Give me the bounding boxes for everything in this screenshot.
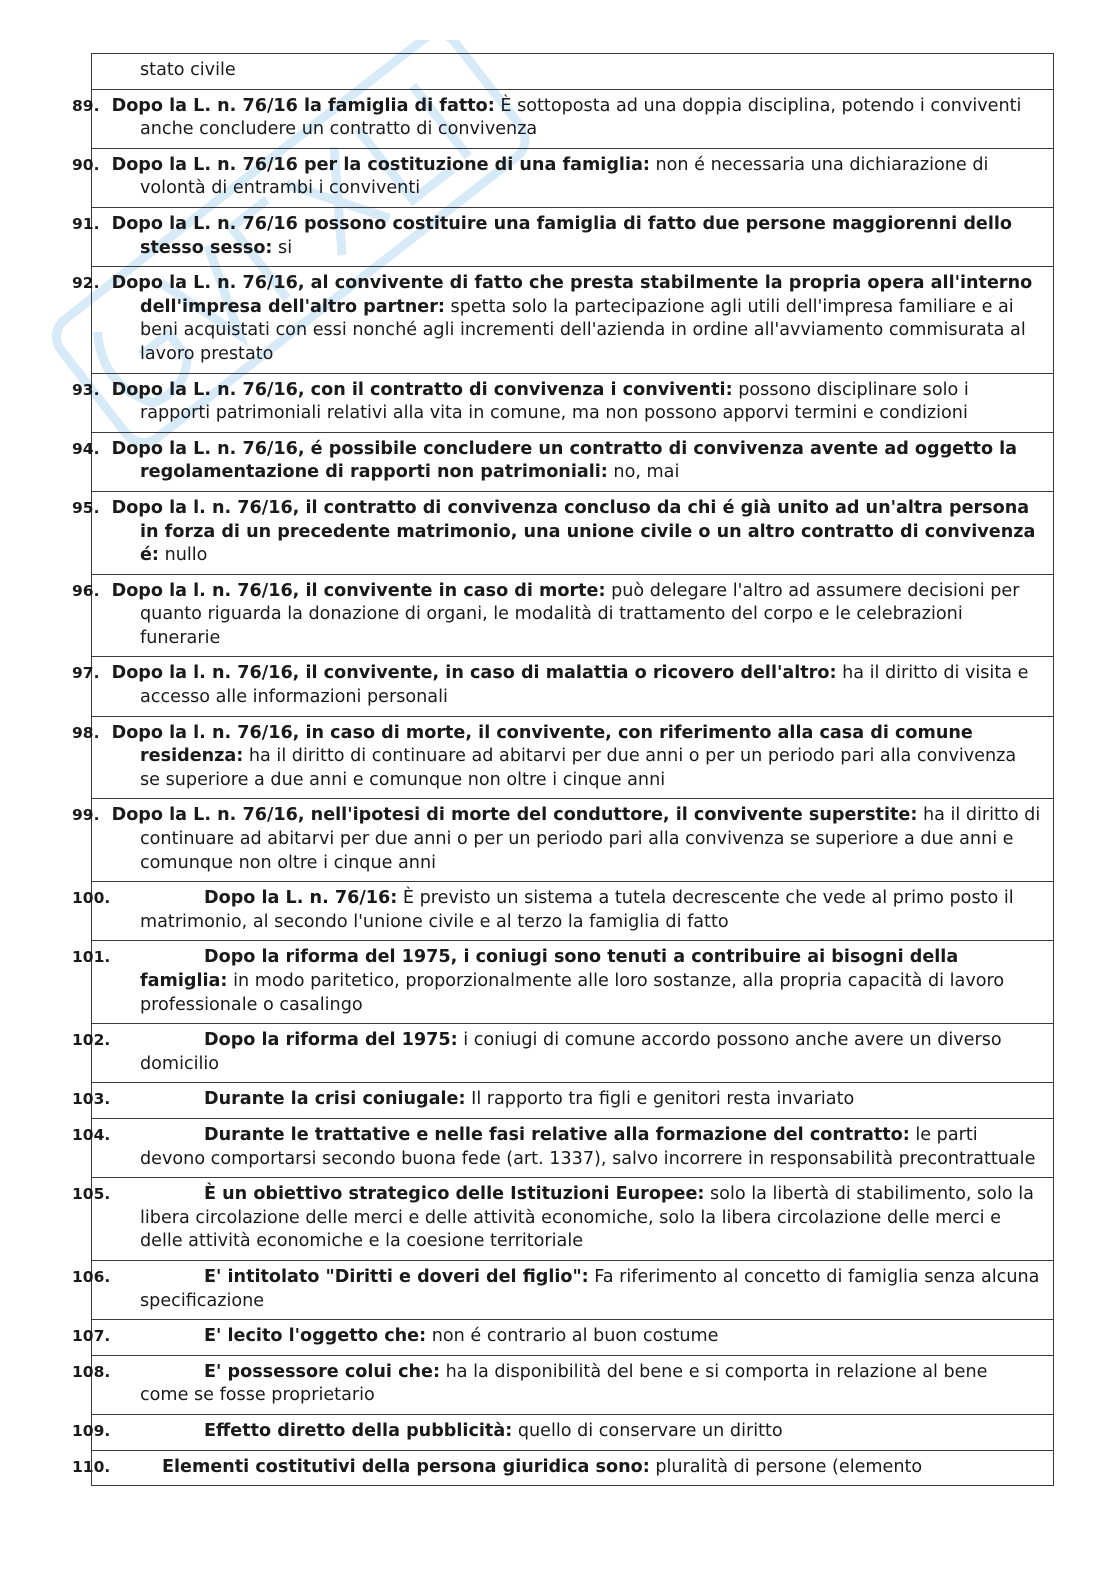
table-cell <box>72 882 1054 941</box>
row-number: 106. <box>72 1267 111 1286</box>
row-answer: no, mai <box>613 462 680 483</box>
table-row <box>92 1320 1054 1356</box>
table-cell <box>72 1355 1054 1414</box>
row-answer: È previsto un sistema a tutela decrescente che vede al primo posto il matrimonio, al secondo l'unione civile e al terzo la famiglia di fatto <box>140 888 1014 932</box>
table-row <box>92 432 1054 491</box>
table-row <box>92 1450 1054 1486</box>
row-answer: ha la disponibilità del bene e si comporta in relazione al bene come se fosse proprietario <box>140 1361 988 1406</box>
table-row <box>92 267 1054 373</box>
table-cell <box>72 1260 1054 1319</box>
row-answer: possono disciplinare solo i rapporti patrimoniali relativi alla vita in comune, ma non possono apporvi termini e condizioni <box>140 379 969 424</box>
row-body <box>72 887 1041 934</box>
row-answer: quello di conservare un diritto <box>517 1420 783 1441</box>
table-row <box>92 1083 1054 1119</box>
table-cell <box>72 1024 1054 1083</box>
table-cell <box>72 207 1054 266</box>
table-row <box>92 373 1054 432</box>
continuation-row <box>92 54 1054 90</box>
row-body: 99. Dopo la L. n. 76/16, nell'ipotesi di morte del conduttore, il convivente superstite: ha il diritto di continuare ad abitarvi per due anni o per un periodo pari alla convivenza se superiore a due anni e comunque non oltre i cinque anni <box>72 805 1041 873</box>
row-question: Dopo la L. n. 76/16 la famiglia di fatto: <box>111 95 495 116</box>
row-answer: ha il diritto di visita e accesso alle informazioni personali <box>140 663 1029 708</box>
row-question: Dopo la L. n. 76/16: <box>204 888 398 909</box>
table-cell <box>72 1178 1054 1261</box>
table-row <box>92 1355 1054 1414</box>
row-body <box>72 1088 1041 1112</box>
table-cell <box>72 574 1054 657</box>
row-answer: Il rapporto tra figli e genitori resta invariato <box>471 1089 855 1110</box>
row-question: Dopo la L. n. 76/16, al convivente di fatto che presta stabilmente la propria opera all'interno dell'impresa dell'altro partner: <box>111 273 1033 317</box>
row-question: E' intitolato "Diritti e doveri del figlio": <box>204 1266 589 1287</box>
table-row <box>92 1024 1054 1083</box>
row-body: 90. Dopo la L. n. 76/16 per la costituzione di una famiglia: non é necessaria una dichiarazione di volontà di entrambi i conviventi <box>72 154 989 199</box>
row-answer: i coniugi di comune accordo possono anche avere un diverso domicilio <box>140 1030 1002 1074</box>
row-answer: È sottoposta ad una doppia disciplina, potendo i conviventi anche concludere un contratto di convivenza <box>140 95 1022 140</box>
row-number: 107. <box>72 1327 111 1346</box>
row-answer: le parti devono comportarsi secondo buona fede (art. 1337), salvo incorrere in responsabilità precontrattuale <box>140 1124 1036 1169</box>
row-question: Dopo la l. n. 76/16, il convivente in caso di morte: <box>111 580 606 601</box>
table-row <box>92 1178 1054 1261</box>
row-answer: si <box>278 237 293 258</box>
continuation-text: stato civile <box>140 60 236 80</box>
table-row <box>92 941 1054 1024</box>
row-number: 110. <box>72 1457 111 1476</box>
row-body: 97. Dopo la l. n. 76/16, il convivente, in caso di malattia o ricovero dell'altro: ha il diritto di visita e accesso alle informazioni personali <box>72 663 1029 708</box>
table-cell <box>72 941 1054 1024</box>
row-answer: può delegare l'altro ad assumere decisioni per quanto riguarda la donazione di organi, le modalità di trattamento del corpo e le celebrazioni funerarie <box>140 580 1020 648</box>
qa-table <box>72 53 1054 1486</box>
table-row <box>92 799 1054 882</box>
row-question: Dopo la L. n. 76/16, con il contratto di convivenza i conviventi: <box>111 379 733 400</box>
row-body <box>72 1183 1041 1254</box>
row-answer: non é contrario al buon costume <box>431 1326 719 1347</box>
table-cell <box>72 799 1054 882</box>
row-body <box>72 946 1041 1017</box>
row-question: Durante le trattative e nelle fasi relative alla formazione del contratto: <box>204 1124 910 1145</box>
row-body: 92. Dopo la L. n. 76/16, al convivente di fatto che presta stabilmente la propria opera all'interno dell'impresa dell'altro partner: spetta solo la partecipazione agli utili dell'impresa familiare e ai beni acquistati con essi nonché agli incrementi dell'azienda in ordine all'avviamento commisurata al lavoro prestato <box>72 273 1033 364</box>
row-question: Dopo la l. n. 76/16, il contratto di convivenza concluso da chi é già unito ad un'altra persona in forza di un precedente matrimonio, una unione civile o un altro contratto di convivenza é: <box>111 497 1036 566</box>
table-row <box>92 1260 1054 1319</box>
row-number: 109. <box>72 1421 111 1440</box>
table-row <box>92 207 1054 266</box>
row-question: E' possessore colui che: <box>204 1361 441 1382</box>
row-body: 91. Dopo la L. n. 76/16 possono costituire una famiglia di fatto due persone maggiorenni dello stesso sesso: si <box>72 213 1012 258</box>
row-body <box>72 1124 1041 1171</box>
table-cell <box>72 89 1054 148</box>
table-row <box>92 657 1054 716</box>
table-cell <box>72 1118 1054 1177</box>
row-number: 104. <box>72 1125 111 1144</box>
row-answer: in modo paritetico, proporzionalmente alle loro sostanze, alla propria capacità di lavoro professionale o casalingo <box>140 971 1005 1015</box>
continuation-cell <box>92 54 1054 90</box>
table-cell <box>72 1320 1054 1356</box>
row-body <box>72 1266 1041 1313</box>
table-cell <box>72 432 1054 491</box>
row-body <box>72 1029 1041 1076</box>
row-answer: solo la libertà di stabilimento, solo la libera circolazione delle merci e delle attività economiche, solo la libera circolazione delle merci e delle attività economiche e la coesione territoriale <box>140 1184 1034 1252</box>
row-question: Dopo la L. n. 76/16 per la costituzione di una famiglia: <box>111 154 650 175</box>
table-row <box>92 148 1054 207</box>
row-body: 94. Dopo la L. n. 76/16, é possibile concludere un contratto di convivenza avente ad oggetto la regolamentazione di rapporti non patrimoniali: no, mai <box>72 438 1018 483</box>
row-question: È un obiettivo strategico delle Istituzioni Europee: <box>204 1184 705 1205</box>
row-question: Dopo la l. n. 76/16, in caso di morte, il convivente, con riferimento alla casa di comune residenza: <box>111 722 973 767</box>
row-answer: ha il diritto di continuare ad abitarvi per due anni o per un periodo pari alla convivenza se superiore a due anni e comunque non oltre i cinque anni <box>140 805 1041 873</box>
row-question: Dopo la l. n. 76/16, il convivente, in caso di malattia o ricovero dell'altro: <box>111 663 837 684</box>
row-body: 98. Dopo la l. n. 76/16, in caso di morte, il convivente, con riferimento alla casa di comune residenza: ha il diritto di continuare ad abitarvi per due anni o per un periodo pari alla convivenza se superiore a due anni e comunque non oltre i cinque anni <box>72 722 1017 790</box>
row-body: 89. Dopo la L. n. 76/16 la famiglia di fatto: È sottoposta ad una doppia disciplina, potendo i conviventi anche concludere un contratto di convivenza <box>72 95 1022 140</box>
table-row <box>92 491 1054 574</box>
row-question: Dopo la L. n. 76/16, nell'ipotesi di morte del conduttore, il convivente superstite: <box>111 805 918 826</box>
table-cell <box>72 373 1054 432</box>
table-row <box>92 89 1054 148</box>
row-question: Dopo la riforma del 1975, i coniugi sono tenuti a contribuire ai bisogni della famiglia: <box>140 947 959 991</box>
row-number: 103. <box>72 1090 111 1109</box>
row-question: Elementi costitutivi della persona giuridica sono: <box>162 1456 650 1477</box>
row-body: 93. Dopo la L. n. 76/16, con il contratto di convivenza i conviventi: possono disciplinare solo i rapporti patrimoniali relativi alla vita in comune, ma non possono apporvi termini e condizioni <box>72 379 969 424</box>
table-cell <box>72 1414 1054 1450</box>
table-cell <box>72 657 1054 716</box>
table-cell <box>72 716 1054 799</box>
table-row <box>92 1118 1054 1177</box>
row-question: Effetto diretto della pubblicità: <box>204 1420 513 1441</box>
table-row <box>92 716 1054 799</box>
table-cell <box>72 1083 1054 1119</box>
row-number: 102. <box>72 1031 111 1050</box>
row-body <box>72 1456 1041 1480</box>
row-body: 96. Dopo la l. n. 76/16, il convivente in caso di morte: può delegare l'altro ad assumere decisioni per quanto riguarda la donazione di organi, le modalità di trattamento del corpo e le celebrazioni funerarie <box>72 580 1020 648</box>
table-cell <box>72 267 1054 373</box>
row-answer: ha il diritto di continuare ad abitarvi per due anni o per un periodo pari alla convivenza se superiore a due anni e comunque non oltre i cinque anni <box>140 746 1017 790</box>
row-number: 105. <box>72 1185 111 1204</box>
table-cell <box>72 148 1054 207</box>
table-row <box>92 574 1054 657</box>
table-row <box>92 882 1054 941</box>
row-body: 95. Dopo la l. n. 76/16, il contratto di convivenza concluso da chi é già unito ad un'altra persona in forza di un precedente matrimonio, una unione civile o un altro contratto di convivenza é: nullo <box>72 497 1036 566</box>
row-answer: Fa riferimento al concetto di famiglia senza alcuna specificazione <box>140 1266 1040 1311</box>
row-question: Dopo la riforma del 1975: <box>204 1030 458 1051</box>
row-answer: pluralità di persone (elemento <box>655 1456 923 1477</box>
table-cell <box>72 1450 1054 1486</box>
row-question: Dopo la L. n. 76/16, é possibile concludere un contratto di convivenza avente ad oggetto la regolamentazione di rapporti non patrimoniali: <box>111 438 1018 483</box>
row-question: Dopo la L. n. 76/16 possono costituire una famiglia di fatto due persone maggiorenni dello stesso sesso: <box>111 213 1012 258</box>
row-body <box>72 1325 1041 1349</box>
row-number: 101. <box>72 948 111 967</box>
row-question: E' lecito l'oggetto che: <box>204 1326 427 1347</box>
row-answer: spetta solo la partecipazione agli utili dell'impresa familiare e ai beni acquistati con essi nonché agli incrementi dell'azienda in ordine all'avviamento commisurata al lavoro prestato <box>140 296 1026 364</box>
row-number: 108. <box>72 1362 111 1381</box>
row-body <box>72 1420 1041 1444</box>
row-answer: nullo <box>164 545 208 566</box>
table-row <box>92 1414 1054 1450</box>
table-cell <box>72 491 1054 574</box>
row-number: 100. <box>72 889 111 908</box>
row-body <box>72 1361 1041 1408</box>
row-question: Durante la crisi coniugale: <box>204 1089 466 1110</box>
row-answer: non é necessaria una dichiarazione di volontà di entrambi i conviventi <box>140 154 989 199</box>
